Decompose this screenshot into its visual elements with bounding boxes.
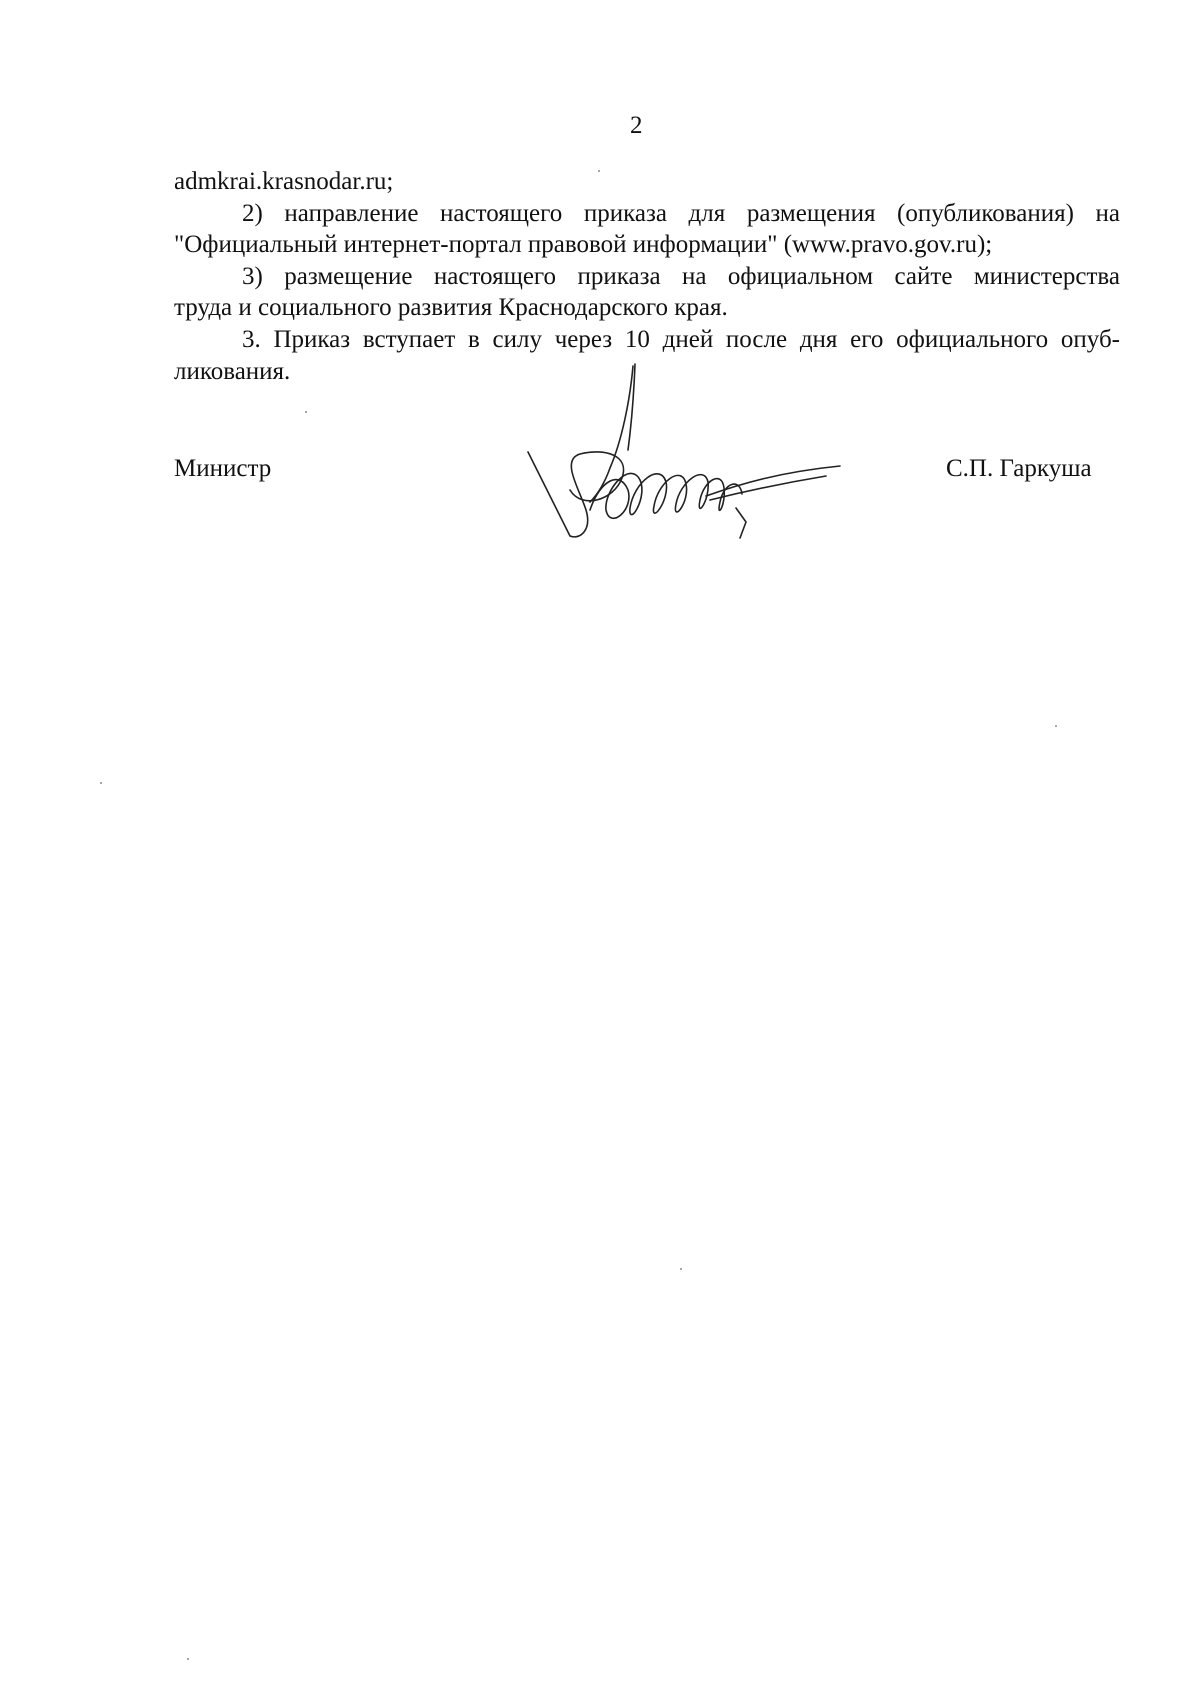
text-line-7: ликования. [174,357,291,385]
text-line-3: "Официальный интернет-портал правовой информации" (www.pravo.gov.ru); [174,231,993,259]
signatory-name: С.П. Гаркуша [946,455,1092,482]
scan-speck [100,782,102,784]
scan-speck [680,1268,682,1270]
text-line-4: 3) размещение настоящего приказа на официальном сайте министерства [242,262,1120,290]
signatory-role: Министр [174,455,272,482]
text-line-2: 2) направление настоящего приказа для размещения (опубликования) на [242,199,1120,227]
signature [510,360,860,540]
text-line-5: труда и социального развития Краснодарского края. [174,294,728,322]
page-number: 2 [630,112,643,139]
scan-speck [305,411,307,413]
scan-speck [598,170,600,172]
document-body [174,166,1120,387]
text-line-1: admkrai.krasnodar.ru; [174,168,394,195]
scan-speck [1055,725,1057,727]
scan-speck [187,1658,189,1660]
text-line-6: 3. Приказ вступает в силу через 10 дней после дня его официального опуб- [242,325,1120,353]
